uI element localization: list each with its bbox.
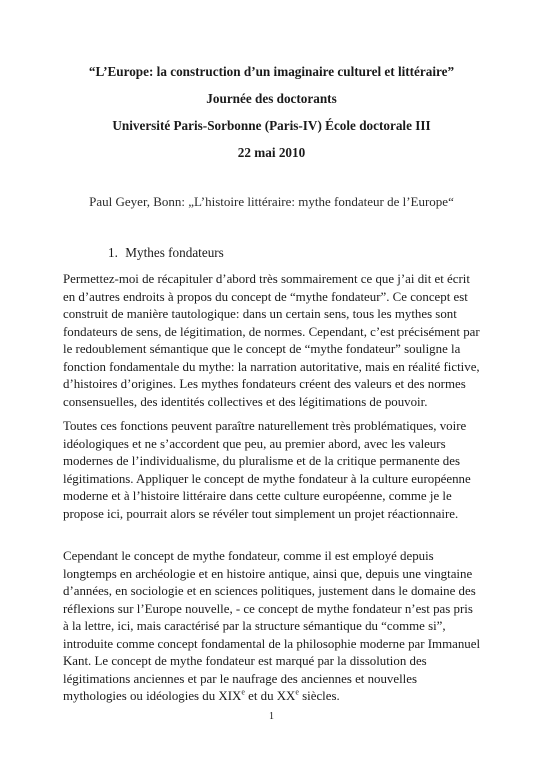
text-line: le redoublement sémantique que le concept de “mythe fondateur” souligne la <box>63 342 461 356</box>
document-title: “L’Europe: la construction d’un imaginaire culturel et littéraire” <box>88 64 455 79</box>
institution: Université Paris-Sorbonne (Paris-IV) École doctorale III <box>112 118 431 133</box>
text-line: propose ici, pourrait alors se révéler tout simplement un projet réactionnaire. <box>63 506 459 521</box>
document-header <box>0 62 543 170</box>
event-name: Journée des doctorants <box>206 91 337 106</box>
text-line-final <box>63 688 483 706</box>
text-line: fonction fondamentale du mythe: la narration autoritative, mais en réalité fictive, <box>63 359 480 374</box>
text-line: Cependant le concept de mythe fondateur, comme il est employé depuis <box>63 549 434 563</box>
text-line: d’années, en sociologie et en sciences politiques, justement dans le domaine des <box>63 584 476 598</box>
text-fragment: siècles. <box>298 689 340 703</box>
section-title: Mythes fondateurs <box>125 245 224 260</box>
text-fragment: mythologies ou idéologies du XIX <box>63 689 242 703</box>
section-heading <box>108 245 224 261</box>
text-line: consensuelles, des identités collectives et des légitimations de pouvoir. <box>63 394 428 409</box>
paragraph-2 <box>63 418 483 523</box>
text-line: construit de manière tautologique: dans un certain sens, tous les mythes sont <box>63 307 457 321</box>
superscript: e <box>295 687 299 697</box>
section-number: 1. <box>108 245 118 260</box>
text-line: à la lettre, ici, mais caractérisé par la structure sémantique du “comme si”, <box>63 619 446 633</box>
text-line: modernes de l’individualisme, du pluralisme et de la critique permanente des <box>63 454 460 468</box>
talk-subtitle: Paul Geyer, Bonn: „L’histoire littéraire: mythe fondateur de l’Europe“ <box>89 194 454 209</box>
text-line: légitimations anciennes et par le naufrage des anciennes et nouvelles <box>63 671 417 686</box>
page-number: 1 <box>269 711 274 722</box>
paragraph-3 <box>63 548 483 706</box>
text-line: en d’autres endroits à propos du concept de “mythe fondateur”. Ce concept est <box>63 289 468 304</box>
text-line: idéologiques et ne s’accordent que peu, au premier abord, avec les valeurs <box>63 436 446 451</box>
superscript: e <box>241 687 245 697</box>
text-line: légitimations. Appliquer le concept de mythe fondateur à la culture européenne <box>63 471 471 486</box>
text-line: introduite comme concept fondamental de la philosophie moderne par Immanuel <box>63 636 481 651</box>
text-line: Permettez-moi de récapituler d’abord très sommairement ce que j’ai dit et écrit <box>63 272 470 286</box>
text-line: moderne et à l’histoire littéraire dans cette culture européenne, comme je le <box>63 489 452 503</box>
text-line: longtemps en archéologie et en histoire antique, ainsi que, depuis une vingtaine <box>63 566 473 581</box>
text-line: fondateurs de sens, de légitimation, de normes. Cependant, c’est précisément par <box>63 324 480 339</box>
text-line: d’histoires d’origines. Les mythes fondateurs créent des valeurs et des normes <box>63 377 466 391</box>
text-line: Toutes ces fonctions peuvent paraître naturellement très problématiques, voire <box>63 419 467 433</box>
text-line: Kant. Le concept de mythe fondateur est marqué par la dissolution des <box>63 654 427 668</box>
text-line: réflexions sur l’Europe nouvelle, - ce concept de mythe fondateur n’est pas pris <box>63 601 473 616</box>
event-date: 22 mai 2010 <box>237 145 306 160</box>
paragraph-1 <box>63 271 483 411</box>
text-fragment: et du XX <box>244 689 296 703</box>
